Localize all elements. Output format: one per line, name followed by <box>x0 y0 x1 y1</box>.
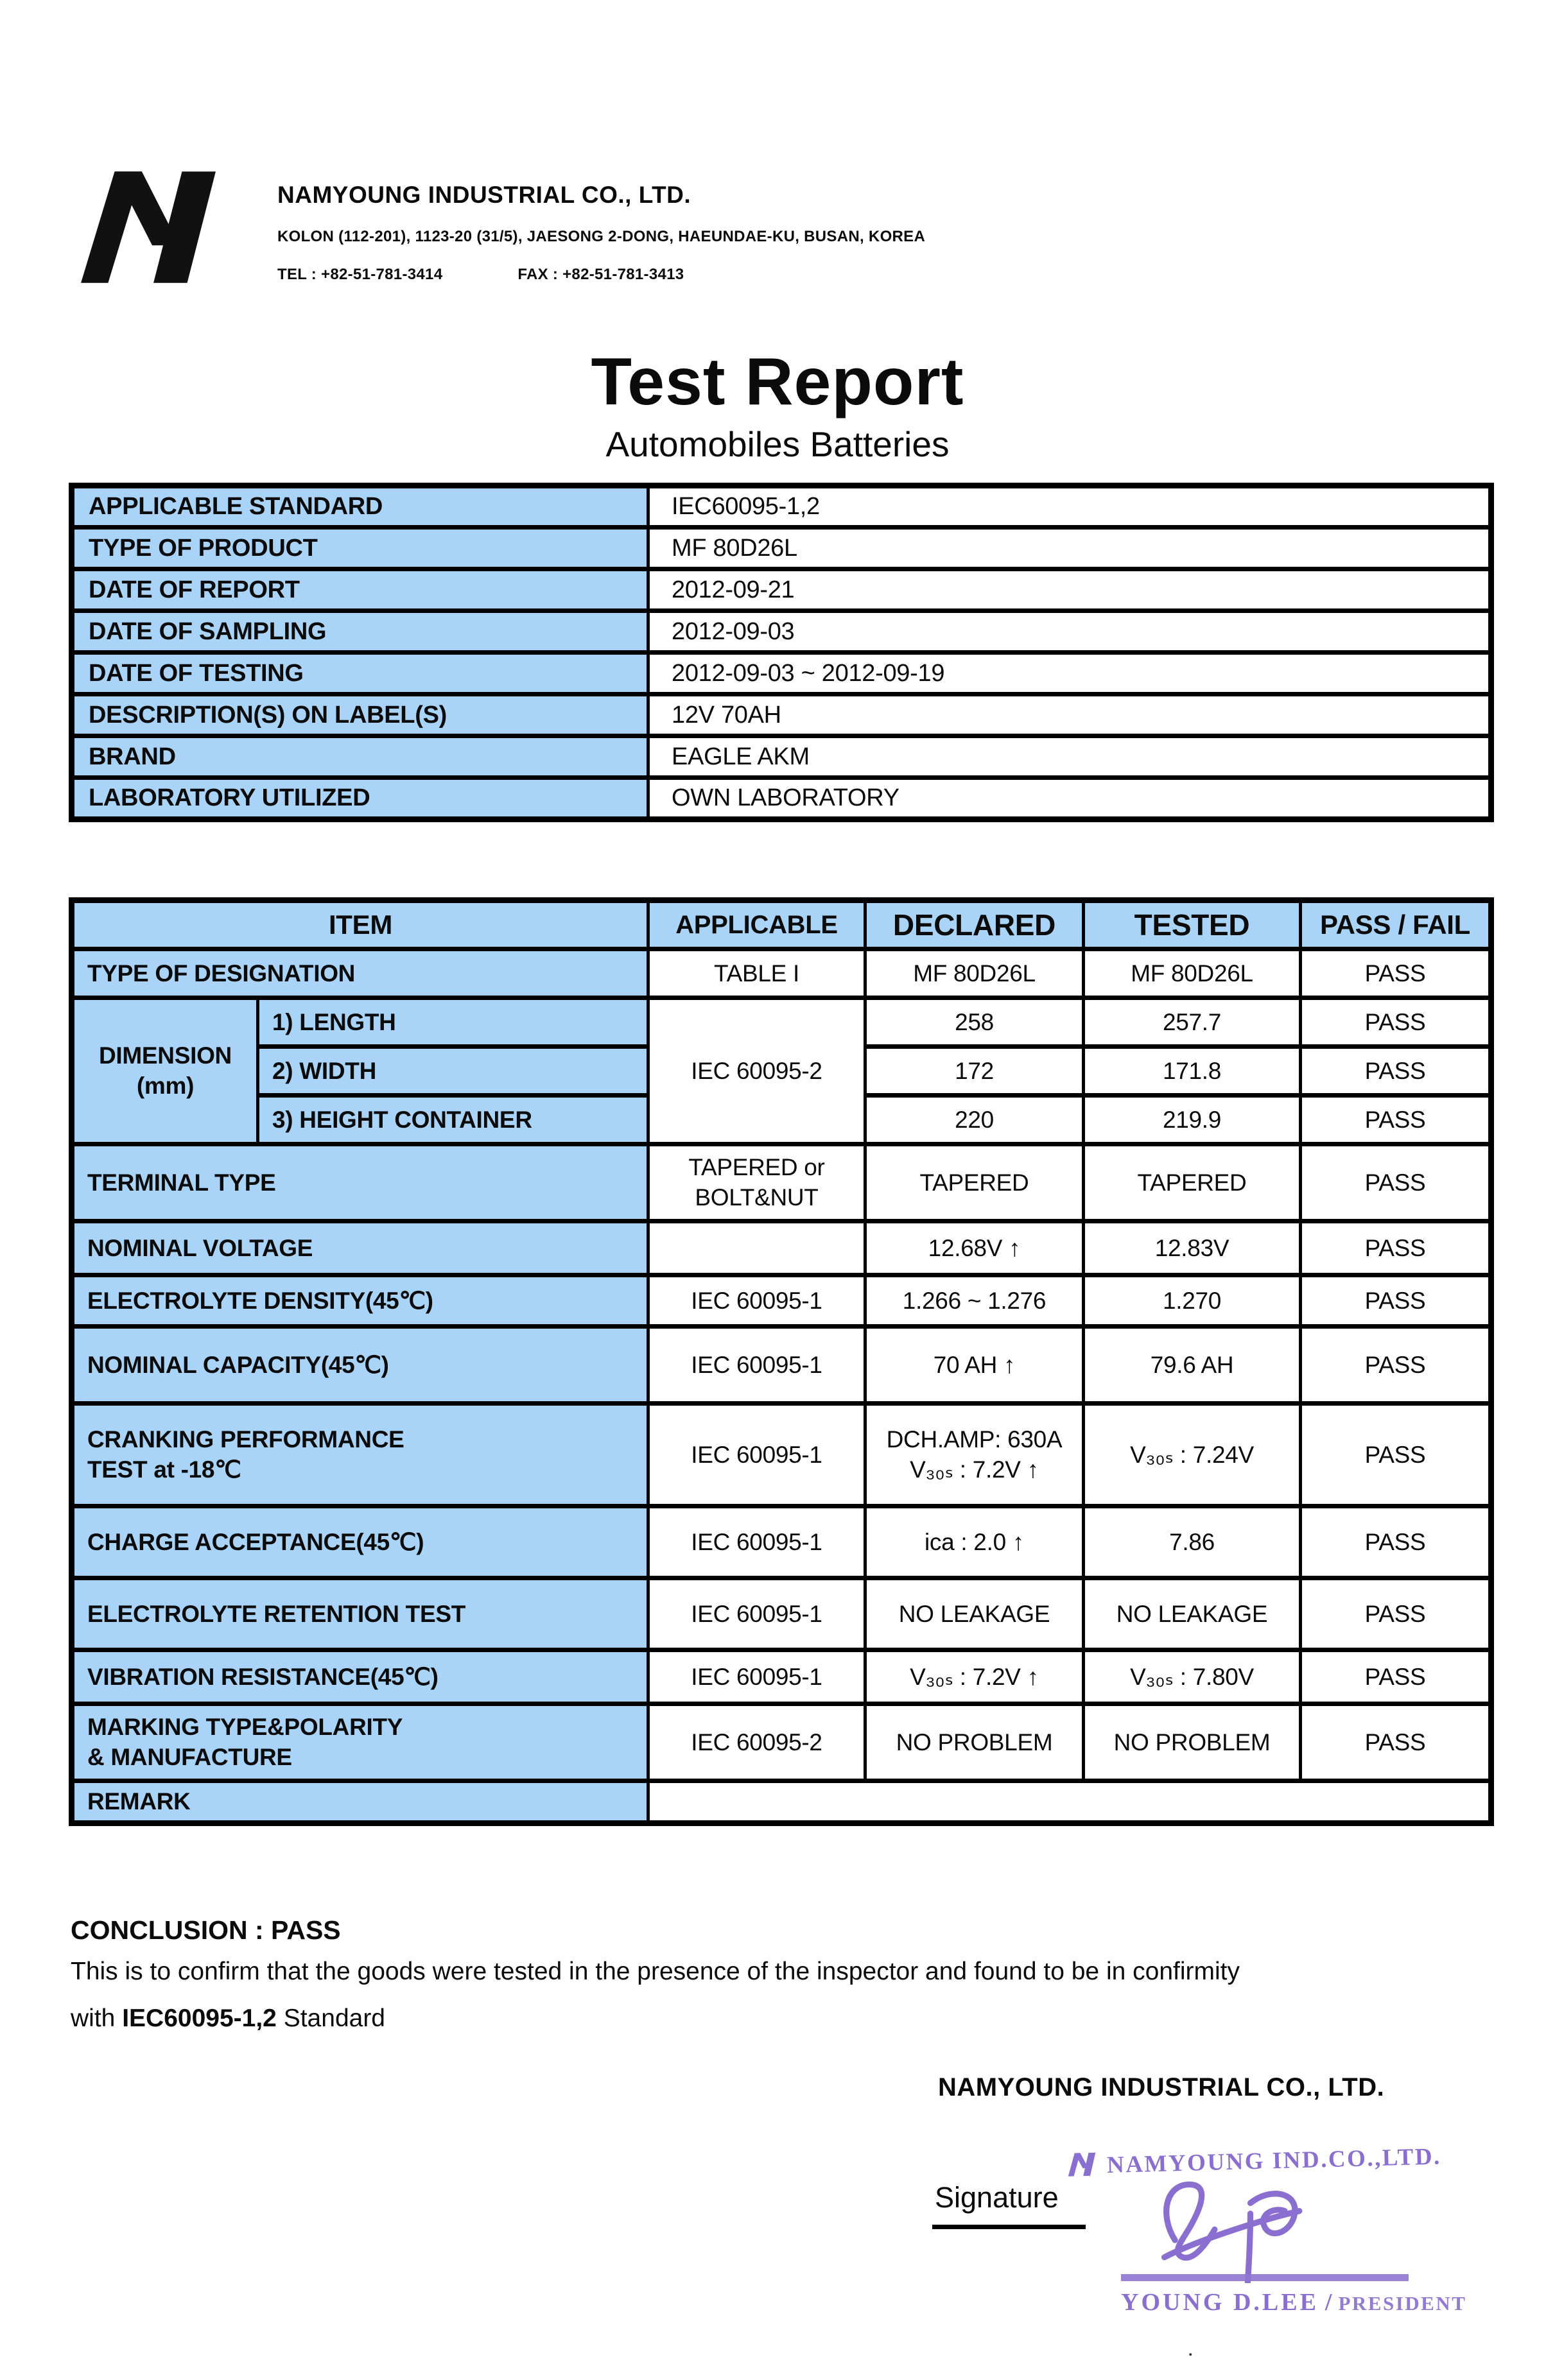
table-row <box>72 1704 1491 1781</box>
header-applicable: APPLICABLE <box>648 901 865 949</box>
header-passfail: PASS / FAIL <box>1301 901 1491 949</box>
cell-result: PASS <box>1301 1275 1491 1327</box>
table-row <box>72 1327 1491 1404</box>
row-label: CHARGE ACCEPTANCE(45℃) <box>72 1506 648 1578</box>
cell-applicable: IEC 60095-1 <box>648 1275 865 1327</box>
cell-result: PASS <box>1301 949 1491 998</box>
letterhead-company: NAMYOUNG INDUSTRIAL CO., LTD. <box>277 182 691 208</box>
remark-value <box>648 1781 1491 1824</box>
letterhead-telfax <box>277 266 925 284</box>
cell-line: V₃₀ₛ : 7.2V ↑ <box>910 1456 1039 1483</box>
cell-tested: 12.83V <box>1084 1221 1301 1275</box>
cell-tested: 79.6 AH <box>1084 1327 1301 1404</box>
cell-declared: 258 <box>865 998 1084 1047</box>
cell-applicable: IEC 60095-2 <box>648 1704 865 1781</box>
row-label: 3) HEIGHT CONTAINER <box>258 1096 648 1144</box>
cell-applicable: IEC 60095-1 <box>648 1650 865 1704</box>
stamp-signatory <box>1121 2288 1466 2316</box>
cell-declared: NO PROBLEM <box>865 1704 1084 1781</box>
cell-result: PASS <box>1301 998 1491 1047</box>
table-row <box>72 528 1491 569</box>
cell-applicable: IEC 60095-1 <box>648 1404 865 1506</box>
dimension-group-line2: (mm) <box>136 1072 195 1099</box>
dimension-group-label <box>72 998 258 1144</box>
cell-applicable <box>648 1144 865 1221</box>
cell-result: PASS <box>1301 1144 1491 1221</box>
info-value: 2012-09-21 <box>648 569 1491 611</box>
cell-declared: 12.68V ↑ <box>865 1221 1084 1275</box>
label-line: TEST at -18℃ <box>87 1456 241 1483</box>
cell-result: PASS <box>1301 1404 1491 1506</box>
info-label: DATE OF REPORT <box>72 569 648 611</box>
table-row <box>72 611 1491 653</box>
cell-line: TAPERED or <box>688 1154 825 1181</box>
row-label: NOMINAL VOLTAGE <box>72 1221 648 1275</box>
cell-applicable: IEC 60095-1 <box>648 1327 865 1404</box>
letterhead-address: KOLON (112-201), 1123-20 (31/5), JAESONG 2-DONG, HAEUNDAE-KU, BUSAN, KOREA <box>277 228 926 245</box>
info-label: DESCRIPTION(S) ON LABEL(S) <box>72 694 648 736</box>
table-row <box>72 1781 1491 1824</box>
cell-tested: NO LEAKAGE <box>1084 1578 1301 1650</box>
info-value: 12V 70AH <box>648 694 1491 736</box>
page-subtitle: Automobiles Batteries <box>605 424 950 464</box>
cell-result: PASS <box>1301 1096 1491 1144</box>
cell-applicable: IEC 60095-1 <box>648 1578 865 1650</box>
info-label: DATE OF TESTING <box>72 653 648 694</box>
cell-result: PASS <box>1301 1327 1491 1404</box>
company-stamp <box>1067 2143 1467 2380</box>
stamp-signatory-name: YOUNG D.LEE <box>1121 2289 1319 2316</box>
row-label: VIBRATION RESISTANCE(45℃) <box>72 1650 648 1704</box>
header-declared: DECLARED <box>865 901 1084 949</box>
table-row <box>72 486 1491 528</box>
signature-label: Signature <box>932 2181 1086 2229</box>
label-line: CRANKING PERFORMANCE <box>87 1426 404 1453</box>
table-row <box>72 569 1491 611</box>
dimension-group-line1: DIMENSION <box>99 1042 232 1069</box>
cell-result: PASS <box>1301 1506 1491 1578</box>
cell-tested: 1.270 <box>1084 1275 1301 1327</box>
letterhead-fax: FAX : +82-51-781-3413 <box>517 266 684 283</box>
info-value: OWN LABORATORY <box>648 778 1491 820</box>
table-row <box>72 694 1491 736</box>
table-row <box>72 1275 1491 1327</box>
table-row <box>72 949 1491 998</box>
cell-declared: 70 AH ↑ <box>865 1327 1084 1404</box>
header-item: ITEM <box>72 901 648 949</box>
cell-result: PASS <box>1301 1650 1491 1704</box>
cell-tested: MF 80D26L <box>1084 949 1301 998</box>
info-value: 2012-09-03 ~ 2012-09-19 <box>648 653 1491 694</box>
cell-line: DCH.AMP: 630A <box>886 1426 1063 1453</box>
cell-result: PASS <box>1301 1578 1491 1650</box>
cell-declared: V₃₀ₛ : 7.2V ↑ <box>865 1650 1084 1704</box>
info-label: TYPE OF PRODUCT <box>72 528 648 569</box>
label-line: MARKING TYPE&POLARITY <box>87 1714 403 1741</box>
info-table <box>69 483 1494 822</box>
info-value: 2012-09-03 <box>648 611 1491 653</box>
stamp-company: NAMYOUNG IND.CO.,LTD. <box>1106 2143 1442 2178</box>
cell-applicable: TABLE I <box>648 949 865 998</box>
stamp-n-logo-icon <box>1067 2151 1097 2180</box>
table-row <box>72 998 1491 1047</box>
table-row <box>72 1404 1491 1506</box>
table-row <box>72 778 1491 820</box>
confirmation-standard: IEC60095-1,2 <box>122 2005 277 2032</box>
cell-tested: TAPERED <box>1084 1144 1301 1221</box>
header-tested: TESTED <box>1084 901 1301 949</box>
row-label <box>72 1404 648 1506</box>
cell-tested: 7.86 <box>1084 1506 1301 1578</box>
table-row <box>72 1506 1491 1578</box>
row-label: TYPE OF DESIGNATION <box>72 949 648 998</box>
info-label: APPLICABLE STANDARD <box>72 486 648 528</box>
row-label: ELECTROLYTE DENSITY(45℃) <box>72 1275 648 1327</box>
cell-applicable: IEC 60095-1 <box>648 1506 865 1578</box>
confirmation-line2 <box>71 2006 1240 2031</box>
row-label: ELECTROLYTE RETENTION TEST <box>72 1578 648 1650</box>
letterhead-tel: TEL : +82-51-781-3414 <box>277 266 443 283</box>
cell-tested: NO PROBLEM <box>1084 1704 1301 1781</box>
namyoung-n-logo-icon <box>77 169 220 284</box>
table-row <box>72 1578 1491 1650</box>
info-value: EAGLE AKM <box>648 736 1491 778</box>
cell-result: PASS <box>1301 1221 1491 1275</box>
row-label: TERMINAL TYPE <box>72 1144 648 1221</box>
confirmation-line1: This is to confirm that the goods were tested in the presence of the inspector and found to be in confirmity <box>71 1958 1240 1985</box>
cell-tested: 171.8 <box>1084 1047 1301 1096</box>
confirmation-line2-prefix: with <box>71 2005 123 2032</box>
cell-result: PASS <box>1301 1047 1491 1096</box>
cell-declared <box>865 1404 1084 1506</box>
cell-tested: 219.9 <box>1084 1096 1301 1144</box>
row-label <box>72 1704 648 1781</box>
cell-tested: V₃₀ₛ : 7.80V <box>1084 1650 1301 1704</box>
info-value: IEC60095-1,2 <box>648 486 1491 528</box>
info-value: MF 80D26L <box>648 528 1491 569</box>
page-title: Test Report <box>591 345 964 419</box>
letterhead <box>277 182 925 284</box>
row-label: 1) LENGTH <box>258 998 648 1047</box>
table-row <box>72 1221 1491 1275</box>
results-table <box>69 897 1494 1826</box>
footer-company: NAMYOUNG INDUSTRIAL CO., LTD. <box>938 2073 1385 2101</box>
cell-declared: 220 <box>865 1096 1084 1144</box>
row-label: NOMINAL CAPACITY(45℃) <box>72 1327 648 1404</box>
table-row <box>72 653 1491 694</box>
info-label: DATE OF SAMPLING <box>72 611 648 653</box>
table-row <box>72 736 1491 778</box>
cell-line: BOLT&NUT <box>695 1184 819 1211</box>
results-header-row <box>72 901 1491 949</box>
conclusion-text: CONCLUSION : PASS <box>71 1915 341 1945</box>
cell-result: PASS <box>1301 1704 1491 1781</box>
row-label: 2) WIDTH <box>258 1047 648 1096</box>
cell-declared: NO LEAKAGE <box>865 1578 1084 1650</box>
confirmation-line2-suffix: Standard <box>276 2005 385 2032</box>
signature-scribble-icon <box>1149 2174 1329 2286</box>
stamp-signatory-role: PRESIDENT <box>1338 2292 1467 2315</box>
stamp-underline-bar <box>1121 2274 1409 2281</box>
cell-applicable <box>648 1221 865 1275</box>
table-row <box>72 1650 1491 1704</box>
cell-declared: MF 80D26L <box>865 949 1084 998</box>
cell-declared: TAPERED <box>865 1144 1084 1221</box>
table-row <box>72 1144 1491 1221</box>
cell-tested: V₃₀ₛ : 7.24V <box>1084 1404 1301 1506</box>
info-label: LABORATORY UTILIZED <box>72 778 648 820</box>
stamp-separator: / <box>1325 2289 1332 2316</box>
cell-declared: 172 <box>865 1047 1084 1096</box>
cell-applicable: IEC 60095-2 <box>648 998 865 1144</box>
info-label: BRAND <box>72 736 648 778</box>
cell-declared: ica : 2.0 ↑ <box>865 1506 1084 1578</box>
label-line: & MANUFACTURE <box>87 1743 292 1770</box>
cell-declared: 1.266 ~ 1.276 <box>865 1275 1084 1327</box>
confirmation-text <box>71 1959 1240 2031</box>
stray-period-mark: . <box>1188 2337 1194 2361</box>
cell-tested: 257.7 <box>1084 998 1301 1047</box>
row-label: REMARK <box>72 1781 648 1824</box>
